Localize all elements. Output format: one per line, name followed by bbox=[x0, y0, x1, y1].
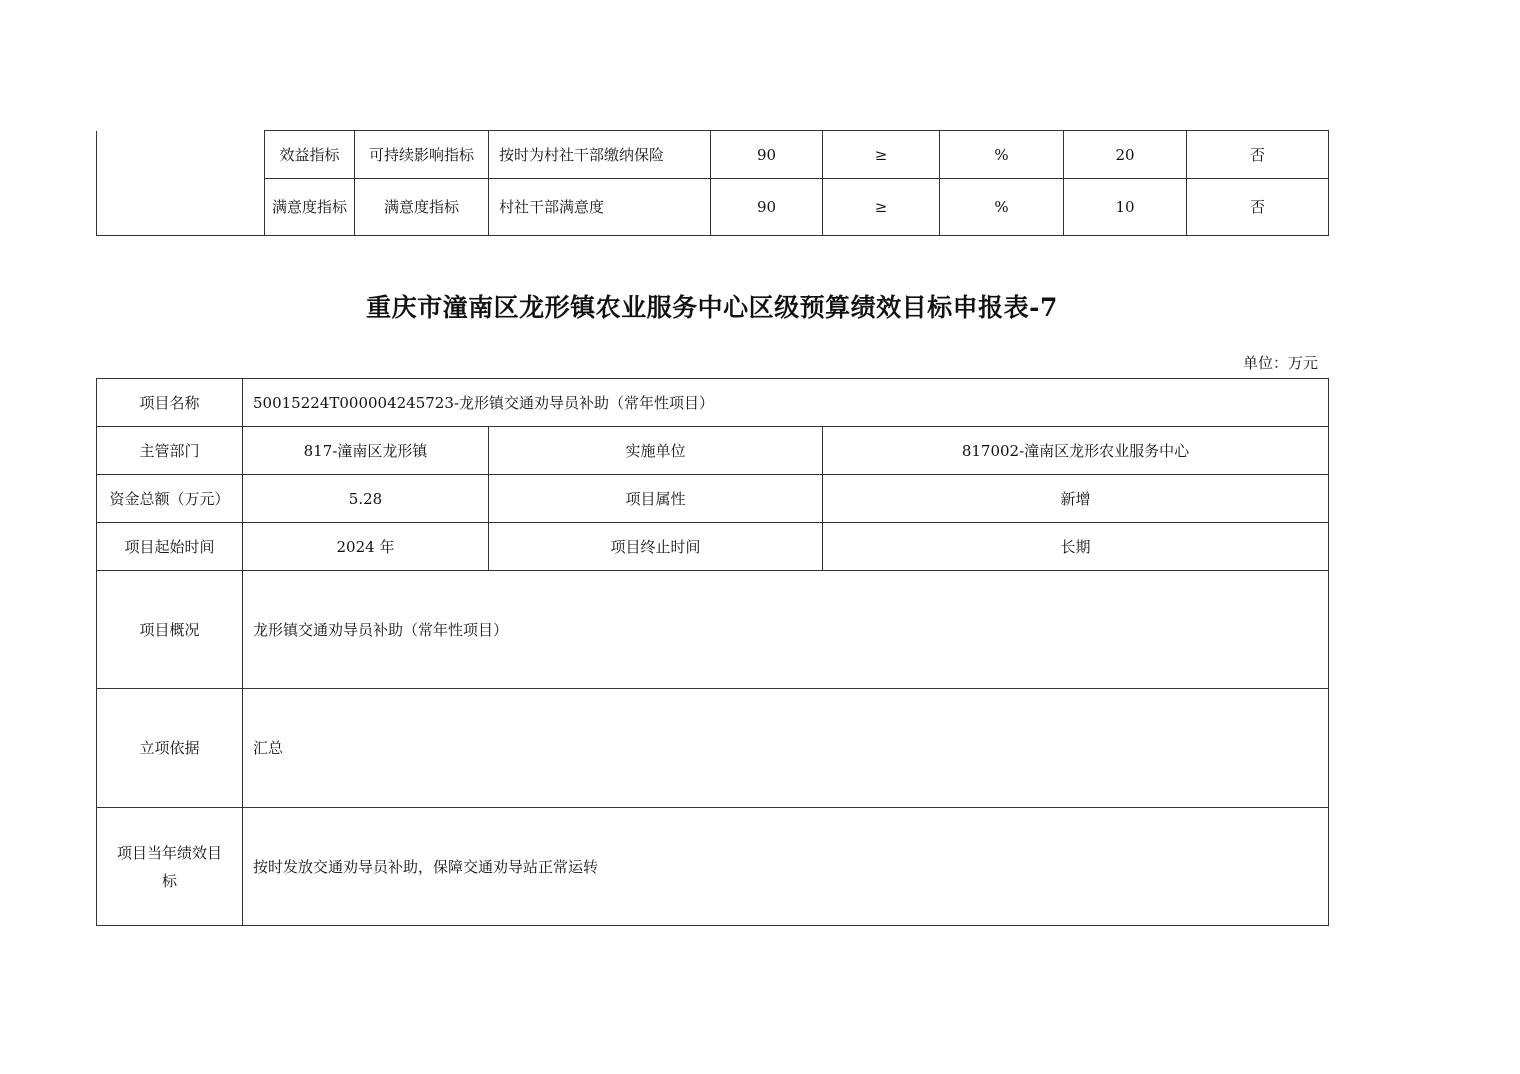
overview-label: 项目概况 bbox=[97, 571, 243, 689]
table-row bbox=[97, 808, 1329, 926]
table-row bbox=[97, 131, 1329, 179]
attr-value: 新增 bbox=[823, 475, 1329, 523]
overview-value: 龙形镇交通劝导员补助（常年性项目） bbox=[243, 571, 1329, 689]
indicator-unit: % bbox=[940, 131, 1064, 179]
indicator-flag: 否 bbox=[1187, 131, 1329, 179]
start-label: 项目起始时间 bbox=[97, 523, 243, 571]
indicator-table-continuation bbox=[96, 130, 1329, 236]
table-row bbox=[97, 523, 1329, 571]
indicator-category: 满意度指标 bbox=[265, 179, 355, 236]
fund-value: 5.28 bbox=[243, 475, 489, 523]
basis-label: 立项依据 bbox=[97, 689, 243, 808]
goal-label: 项目当年绩效目标 bbox=[97, 808, 243, 926]
indicator-name: 村社干部满意度 bbox=[489, 179, 711, 236]
table-row bbox=[97, 179, 1329, 236]
impl-label: 实施单位 bbox=[489, 427, 823, 475]
indicator-operator: ≥ bbox=[823, 179, 940, 236]
attr-label: 项目属性 bbox=[489, 475, 823, 523]
table-row bbox=[97, 379, 1329, 427]
indicator-unit: % bbox=[940, 179, 1064, 236]
dept-value: 817-潼南区龙形镇 bbox=[243, 427, 489, 475]
unit-label: 单位：万元 bbox=[1242, 354, 1318, 372]
project-name-value: 50015224T000004245723-龙形镇交通劝导员补助（常年性项目） bbox=[243, 379, 1329, 427]
merged-blank-cell bbox=[97, 131, 265, 236]
end-label: 项目终止时间 bbox=[489, 523, 823, 571]
indicator-name: 按时为村社干部缴纳保险 bbox=[489, 131, 711, 179]
indicator-flag: 否 bbox=[1187, 179, 1329, 236]
page-title: 重庆市潼南区龙形镇农业服务中心区级预算绩效目标申报表-7 bbox=[366, 293, 1058, 322]
table-row bbox=[97, 571, 1329, 689]
indicator-subcategory: 满意度指标 bbox=[355, 179, 489, 236]
indicator-subcategory: 可持续影响指标 bbox=[355, 131, 489, 179]
dept-label: 主管部门 bbox=[97, 427, 243, 475]
end-value: 长期 bbox=[823, 523, 1329, 571]
start-value: 2024 年 bbox=[243, 523, 489, 571]
indicator-value: 90 bbox=[711, 179, 823, 236]
impl-value: 817002-潼南区龙形农业服务中心 bbox=[823, 427, 1329, 475]
table-row bbox=[97, 475, 1329, 523]
indicator-category: 效益指标 bbox=[265, 131, 355, 179]
project-name-label: 项目名称 bbox=[97, 379, 243, 427]
table-row bbox=[97, 427, 1329, 475]
table-row bbox=[97, 689, 1329, 808]
goal-value: 按时发放交通劝导员补助，保障交通劝导站正常运转 bbox=[243, 808, 1329, 926]
indicator-weight: 20 bbox=[1064, 131, 1187, 179]
fund-label: 资金总额（万元） bbox=[97, 475, 243, 523]
basis-value: 汇总 bbox=[243, 689, 1329, 808]
indicator-value: 90 bbox=[711, 131, 823, 179]
indicator-weight: 10 bbox=[1064, 179, 1187, 236]
budget-declaration-table bbox=[96, 378, 1329, 926]
indicator-operator: ≥ bbox=[823, 131, 940, 179]
